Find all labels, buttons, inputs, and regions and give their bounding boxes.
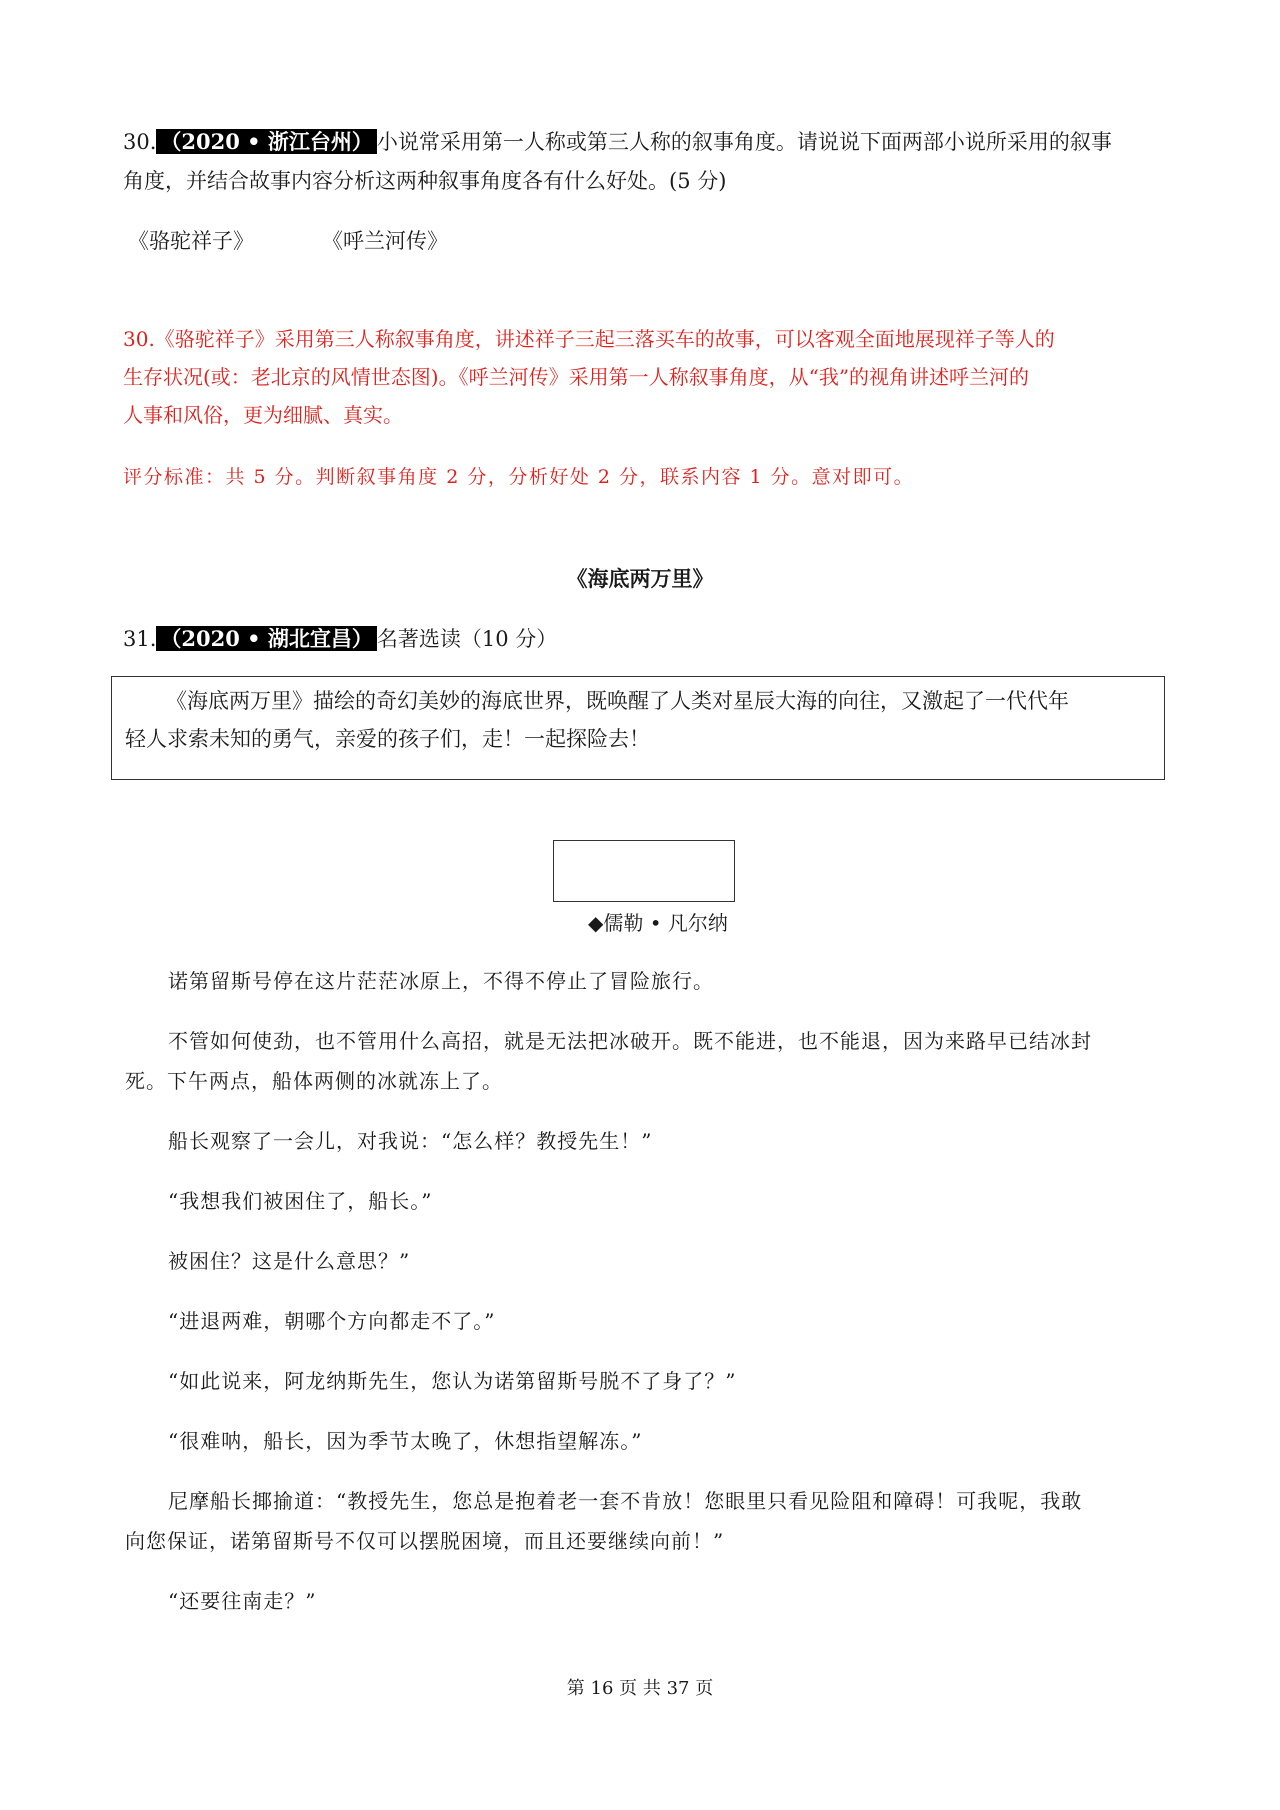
q31-line [123, 620, 557, 658]
q30-scoring: 评分标准：共 5 分。判断叙事角度 2 分，分析好处 2 分，联系内容 1 分。意对即可。 [123, 466, 915, 488]
q30-line2: 角度，并结合故事内容分析这两种叙事角度各有什么好处。(5 分) [123, 169, 727, 193]
intro-line1: 《海底两万里》描绘的奇幻美妙的海底世界，既唤醒了人类对星辰大海的向往，又激起了一代代年 [166, 689, 1069, 713]
q30-book2: 《呼兰河传》 [322, 229, 448, 253]
passage-p7: “如此说来，阿龙纳斯先生，您认为诺第留斯号脱不了身了？” [168, 1369, 737, 1393]
q31-prompt: 名著选读（10 分） [376, 627, 558, 651]
passage-p9-line1: 尼摩船长揶揄道：“教授先生，您总是抱着老一套不肯放！您眼里只看见险阻和障碍！可我呢，我敢 [168, 1489, 1083, 1513]
section-title: 《海底两万里》 [566, 566, 714, 591]
q30-answer-line2: 生存状况(或：老北京的风情世态图)。《呼兰河传》采用第一人称叙事角度，从“我”的视角讲述呼兰河的 [123, 365, 1030, 389]
q30-number: 30. [123, 130, 157, 154]
q30-answer-line1: 30.《骆驼祥子》采用第三人称叙事角度，讲述祥子三起三落买车的故事，可以客观全面地展现祥子等人的 [123, 327, 1055, 351]
q31-source-tag: （2020 • 湖北宜昌） [156, 626, 377, 651]
author-line: ◆儒勒 • 凡尔纳 [588, 911, 728, 935]
q31-number: 31. [123, 627, 157, 651]
intro-line2: 轻人求索未知的勇气，亲爱的孩子们，走！一起探险去！ [125, 727, 650, 751]
passage-p3: 船长观察了一会儿，对我说：“怎么样？教授先生！” [168, 1129, 653, 1153]
q30-line1 [123, 123, 1112, 161]
passage-p6: “进退两难，朝哪个方向都走不了。” [168, 1309, 496, 1333]
passage-p1: 诺第留斯号停在这片茫茫冰原上，不得不停止了冒险旅行。 [168, 969, 714, 993]
passage-p4: “我想我们被困住了，船长。” [168, 1189, 433, 1213]
passage-p10: “还要往南走？” [168, 1589, 317, 1613]
passage-p8: “很难呐，船长，因为季节太晚了，休想指望解冻。” [168, 1429, 643, 1453]
blank-title-box[interactable] [553, 840, 735, 902]
passage-p9-line2: 向您保证，诺第留斯号不仅可以摆脱困境，而且还要继续向前！” [125, 1529, 725, 1553]
q30-answer-line3: 人事和风俗，更为细腻、真实。 [123, 403, 403, 427]
page-footer: 第 16 页 共 37 页 [566, 1678, 714, 1699]
q30-source-tag: （2020 • 浙江台州） [156, 129, 377, 154]
passage-p5: 被困住？这是什么意思？” [168, 1249, 411, 1273]
passage-p2-line1: 不管如何使劲，也不管用什么高招，就是无法把冰破开。既不能进，也不能退，因为来路早已结冰封 [168, 1029, 1092, 1053]
passage-p2-line2: 死。下午两点，船体两侧的冰就冻上了。 [125, 1069, 503, 1093]
q30-question-text: 小说常采用第一人称或第三人称的叙事角度。请说说下面两部小说所采用的叙事 [376, 130, 1112, 154]
q30-book1: 《骆驼祥子》 [128, 229, 254, 253]
